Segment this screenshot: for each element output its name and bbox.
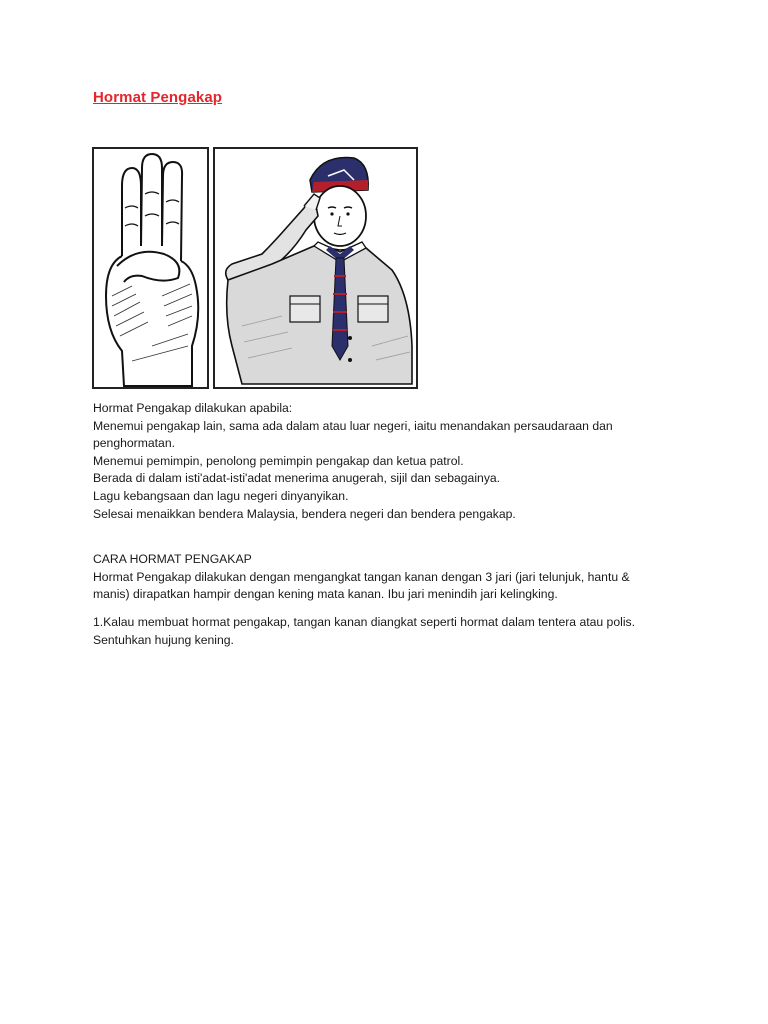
method-heading: CARA HORMAT PENGAKAP bbox=[93, 552, 252, 566]
intro-line: Menemui pemimpin, penolong pemimpin pengakap dan ketua patrol. bbox=[93, 453, 464, 468]
method-block bbox=[93, 551, 693, 604]
intro-line: Hormat Pengakap dilakukan apabila: bbox=[93, 401, 293, 415]
note-line: 1.Kalau membuat hormat pengakap, tangan kanan diangkat seperti hormat dalam tentera atau polis. bbox=[93, 615, 636, 629]
page-title: Hormat Pengakap bbox=[93, 89, 223, 106]
intro-block bbox=[93, 400, 693, 523]
intro-line: Berada di dalam isti'adat-isti'adat menerima anugerah, sijil dan sebagainya. bbox=[93, 471, 501, 486]
intro-line: Menemui pengakap lain, sama ada dalam atau luar negeri, iaitu menandakan persaudaraan dan bbox=[93, 418, 613, 433]
scout-saluting-image bbox=[214, 148, 417, 388]
intro-line: penghormatan. bbox=[93, 436, 175, 451]
intro-line: Selesai menaikkan bendera Malaysia, bendera negeri dan bendera pengakap. bbox=[93, 506, 516, 521]
note-line: Sentuhkan hujung kening. bbox=[93, 632, 234, 647]
three-finger-hand-image bbox=[93, 148, 208, 388]
note-block bbox=[93, 614, 693, 649]
intro-line: Lagu kebangsaan dan lagu negeri dinyanyikan. bbox=[93, 488, 349, 503]
method-line: manis) dirapatkan hampir dengan kening mata kanan. Ibu jari menindih jari kelingking. bbox=[93, 587, 558, 602]
salute-illustration bbox=[92, 146, 418, 390]
method-line: Hormat Pengakap dilakukan dengan mengangkat tangan kanan dengan 3 jari (jari telunjuk, hantu & bbox=[93, 569, 630, 584]
